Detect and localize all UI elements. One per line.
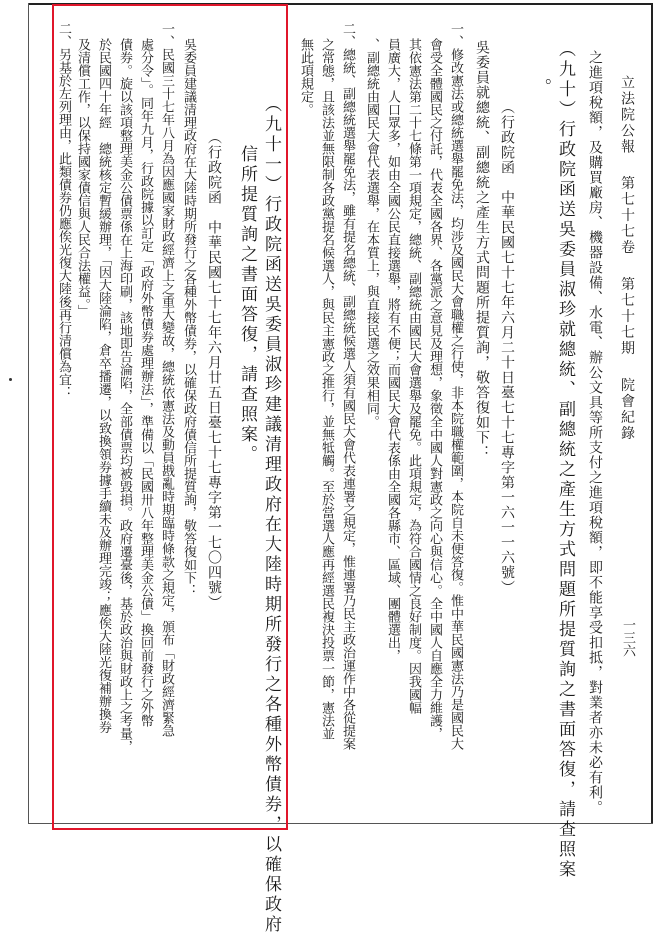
margin-dot xyxy=(9,378,12,381)
item-90-title-end: 。 xyxy=(531,78,551,98)
volume-label: 第七十七卷 xyxy=(619,175,635,256)
item-90-point-2: 二、總統、副總統選舉罷免法，雖有提名總統、副總統候選人須有國民大會代表連署之規定，惟連署乃民主政治運作中各從提案 xyxy=(340,22,355,750)
item-91-title-cont: 信所提質詢之書面答復，請查照案。 xyxy=(237,145,257,465)
text-column: 無此項規定。 xyxy=(298,38,313,116)
text-column: 及清償工作，以保持國家債信與人民合法權益。」 xyxy=(75,38,90,318)
text-column: 處分令」。同年九月，行政院據以訂定「政府外幣債券處理辦法」，準備以「民國卅八年整理美金公債」換回前發行之外幣 xyxy=(138,38,153,727)
page-number: 一三六 xyxy=(620,618,635,657)
section-label: 院會紀錄 xyxy=(619,377,635,442)
item-91-source: （行政院函 中華民國七十七年六月廿五日臺七十七專字第一七〇四號） xyxy=(206,130,222,610)
left-rule xyxy=(28,3,29,824)
issue-label: 第七十七期 xyxy=(619,276,635,357)
item-91-intro: 吳委員建議清理政府在大陸時期所發行之各種外幣債券，以確保政府債信所提質詢，敬答復如下： xyxy=(181,38,196,597)
item-91-point-1: 一、民國三十七年八月為因應國家財政經濟上之重大變故，總統依憲法及動員戡亂時期臨時條款之規定，頒布「財政經濟緊急 xyxy=(159,22,174,737)
text-column: 之常態，且該法並無限制各政黨提名候選人，與民主憲政之推行，並無牴觸。至於當選人應再經選民複決投票一節，憲法並 xyxy=(319,38,334,740)
text-column: 之進項稅額，及購買廠房、機器設備、水電、辦公文具等所支付之進項稅額，即不能享受扣抵，對業者亦未必有利。 xyxy=(587,50,603,815)
item-91-title: （九十一）行政院函送吳委員淑珍建議清理政府在大陸時期所發行之各種外幣債券，以確保政府 xyxy=(261,95,281,935)
text-column: 員廣大，人口眾多，如由全國公民直接選舉，將有不便；而國民大會代表係由全國各縣市、區域、團體選出， xyxy=(385,38,400,662)
text-column: 於民國四十年經 總統核定暫緩辦理，「因大陸淪陷，倉卒播遷，以致換領券據手續未及辦理完竣；應俟大陸光復補辦換券 xyxy=(96,38,111,734)
item-90-intro: 吳委員就總統、副總統之產生方式問題所提質詢，敬答復如下： xyxy=(474,40,490,460)
text-column: 債券。旋以該項整理美金公債票係在上海印刷，該地即告淪陷，全部債票均被毀損。政府遷臺後，基於政治與財政上之考量， xyxy=(117,38,132,753)
right-rule xyxy=(651,3,653,824)
text-column: 、副總統由國民大會代表選舉，在本質上，與直接民選之效果相同。 xyxy=(364,38,379,428)
item-90-title: （九十）行政院函送吳委員淑珍就總統、副總統之產生方式問題所提質詢之書面答復，請查照案 xyxy=(555,40,575,880)
journal-title: 立法院公報 xyxy=(619,75,635,155)
item-90-point-1: 一、修改憲法或總統選舉罷免法，均涉及國民大會職權之行使，非本院職權範圍，本院自未便答復。惟中華民國憲法乃是國民大 xyxy=(448,22,463,750)
text-column: 其依憲法第二十七條第一項規定，總統、副總統由國民大會選舉及罷免。此項規定，為符合國情之良好制度。因我國幅 xyxy=(406,38,421,714)
text-column: 會受全體國民之付託，代表全國各界、各黨派之意見及理想，象徵全中國人對憲政之向心與信心。全中國人自應全力維護， xyxy=(427,38,442,740)
item-90-source: （行政院函 中華民國七十七年六月二十日臺七十七專字第一六一一六號） xyxy=(499,100,515,595)
journal-header xyxy=(617,75,637,442)
item-91-point-2: 二、另基於左列理由，此類債券仍應俟光復大陸後再行清償為宜： xyxy=(56,22,71,399)
